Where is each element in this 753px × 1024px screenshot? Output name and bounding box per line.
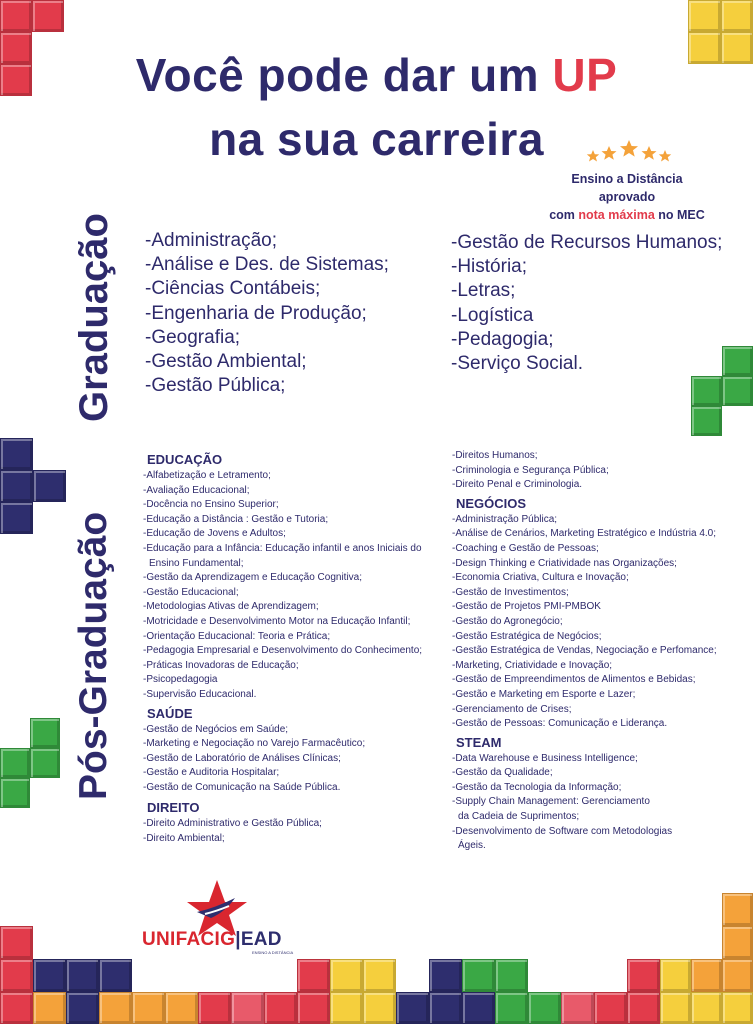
list-item: -Gestão do Agronegócio;	[452, 615, 563, 627]
headline-line-1	[0, 48, 753, 102]
list-item: -Alfabetização e Letramento;	[143, 470, 271, 481]
list-item: -História;	[451, 256, 528, 278]
list-item: -Design Thinking e Criatividade nas Organizações;	[452, 557, 677, 569]
mec-badge	[548, 170, 706, 224]
list-item: -Psicopedagogia	[143, 674, 218, 686]
mec-badge-line-2	[548, 206, 706, 224]
list-item: -Geografia;	[145, 326, 241, 348]
list-item: -Metodologias Ativas de Aprendizagem;	[143, 601, 319, 613]
mec-badge-line-1: Ensino a Distância aprovado	[571, 172, 683, 204]
mec-badge-post: no MEC	[654, 208, 705, 222]
list-item: -Direito Ambiental;	[143, 833, 225, 845]
list-item: -Gestão de Negócios em Saúde;	[143, 723, 289, 735]
list-item: -Gestão da Qualidade;	[452, 767, 553, 779]
list-item: Ágeis.	[458, 840, 486, 852]
pos-graduacao-label: Pós-Graduação	[72, 511, 115, 800]
section-title-direito: DIREITO	[147, 800, 200, 816]
mec-badge-pre: com	[549, 208, 579, 222]
list-item: -Gestão de Comunicação na Saúde Pública.	[143, 781, 341, 793]
headline-text: Você pode dar um	[135, 49, 553, 101]
list-item: -Pedagogia;	[451, 328, 554, 350]
list-item: -Gestão de Empreendimentos de Alimentos e Bebidas;	[452, 674, 696, 686]
list-item: -Coaching e Gestão de Pessoas;	[452, 542, 599, 554]
list-item: -Gestão da Tecnologia da Informação;	[452, 781, 622, 793]
list-item: -Gestão Educacional;	[143, 586, 239, 598]
list-item: -Docência no Ensino Superior;	[143, 499, 279, 511]
list-item: -Educação de Jovens e Adultos;	[143, 528, 286, 540]
list-item: -Gestão Pública;	[145, 375, 286, 397]
list-item: -Gestão de Laboratório de Análises Clínicas;	[143, 752, 341, 764]
headline-accent: UP	[552, 49, 618, 101]
list-item: -Avaliação Educacional;	[143, 484, 250, 496]
list-item: -Desenvolvimento de Software com Metodologias	[452, 825, 673, 837]
mec-badge-accent: nota máxima	[578, 208, 655, 222]
list-item: -Marketing, Criatividade e Inovação;	[452, 659, 613, 671]
list-item: -Marketing e Negociação no Varejo Farmacêutico;	[143, 738, 366, 750]
list-item: -Engenharia de Produção;	[145, 302, 367, 324]
list-direito-cont	[452, 449, 742, 493]
list-item: -Gestão da Aprendizagem e Educação Cognitiva;	[143, 572, 363, 584]
list-item: -Orientação Educacional: Teoria e Prática;	[143, 630, 331, 642]
list-item: -Direito Penal e Criminologia.	[452, 479, 583, 491]
list-item: -Gestão Estratégica de Vendas, Negociação e Perfomance;	[452, 645, 717, 657]
list-item: -Direito Administrativo e Gestão Pública;	[143, 818, 322, 830]
list-item: -Análise e Des. de Sistemas;	[145, 254, 389, 276]
list-item: -Motricidade e Desenvolvimento Motor na Educação Infantil;	[143, 615, 411, 627]
list-direito	[143, 817, 443, 846]
list-item: -Administração Pública;	[452, 513, 558, 525]
list-item: -Gestão de Pessoas: Comunicação e Liderança.	[452, 718, 668, 730]
list-item: -Supervisão Educacional.	[143, 688, 257, 700]
list-item: -Letras;	[451, 280, 516, 302]
list-item: -Gestão e Auditoria Hospitalar;	[143, 767, 280, 779]
list-educacao	[143, 469, 443, 703]
list-item: -Gestão Estratégica de Negócios;	[452, 630, 602, 642]
list-item: -Educação a Distância : Gestão e Tutoria;	[143, 513, 329, 525]
list-item: -Gestão de Projetos PMI-PMBOK	[452, 601, 601, 613]
list-item: -Práticas Inovadoras de Educação;	[143, 659, 299, 671]
list-negocios	[452, 513, 742, 732]
section-title-steam: STEAM	[456, 734, 502, 750]
list-item: -Logística	[451, 304, 534, 326]
graduacao-label: Graduação	[72, 213, 116, 422]
list-item: -Criminologia e Segurança Pública;	[452, 464, 609, 476]
list-item: -Gestão de Investimentos;	[452, 586, 569, 598]
list-item: -Data Warehouse e Business Intelligence;	[452, 752, 638, 764]
list-item: da Cadeia de Suprimentos;	[458, 811, 580, 823]
section-title-negocios: NEGÓCIOS	[456, 495, 527, 511]
pos-column-left	[143, 451, 443, 847]
list-item: -Direitos Humanos;	[452, 450, 538, 461]
section-title-educacao: EDUCAÇÃO	[147, 452, 223, 467]
pos-column-right	[452, 449, 742, 854]
graduacao-list-2	[451, 231, 722, 376]
logo-accent: EAD	[240, 929, 282, 950]
list-item: Ensino Fundamental;	[149, 557, 244, 569]
list-item: -Ciências Contábeis;	[145, 278, 321, 300]
list-item: -Análise de Cenários, Marketing Estratégico e Indústria 4.0;	[452, 528, 717, 540]
unifacig-logo-text: UNIFACIG|EAD	[142, 929, 282, 950]
list-item: -Gestão de Recursos Humanos;	[451, 232, 723, 253]
list-item: -Economia Criativa, Cultura e Inovação;	[452, 572, 629, 584]
graduacao-list-1	[145, 229, 389, 398]
list-item: -Gestão Ambiental;	[145, 351, 307, 373]
list-item: -Supply Chain Management: Gerenciamento	[452, 796, 650, 808]
list-item: -Gestão e Marketing em Esporte e Lazer;	[452, 688, 636, 700]
list-item: -Pedagogia Empresarial e Desenvolvimento do Conhecimento;	[143, 645, 423, 657]
logo-name: UNIFACIG	[142, 929, 236, 950]
headline-line-2: na sua carreira	[209, 113, 544, 165]
list-item: -Gerenciamento de Crises;	[452, 703, 572, 715]
list-item: -Educação para a Infância: Educação infantil e anos Iniciais do	[143, 542, 422, 554]
list-saude	[143, 723, 443, 796]
logo-subtitle: ENSINO A DISTÂNCIA	[252, 950, 294, 955]
section-title-saude: SAÚDE	[147, 705, 193, 721]
rating-stars-icon	[586, 140, 672, 164]
list-item: -Administração;	[145, 230, 277, 251]
list-item: -Serviço Social.	[451, 353, 583, 375]
list-steam	[452, 752, 742, 854]
